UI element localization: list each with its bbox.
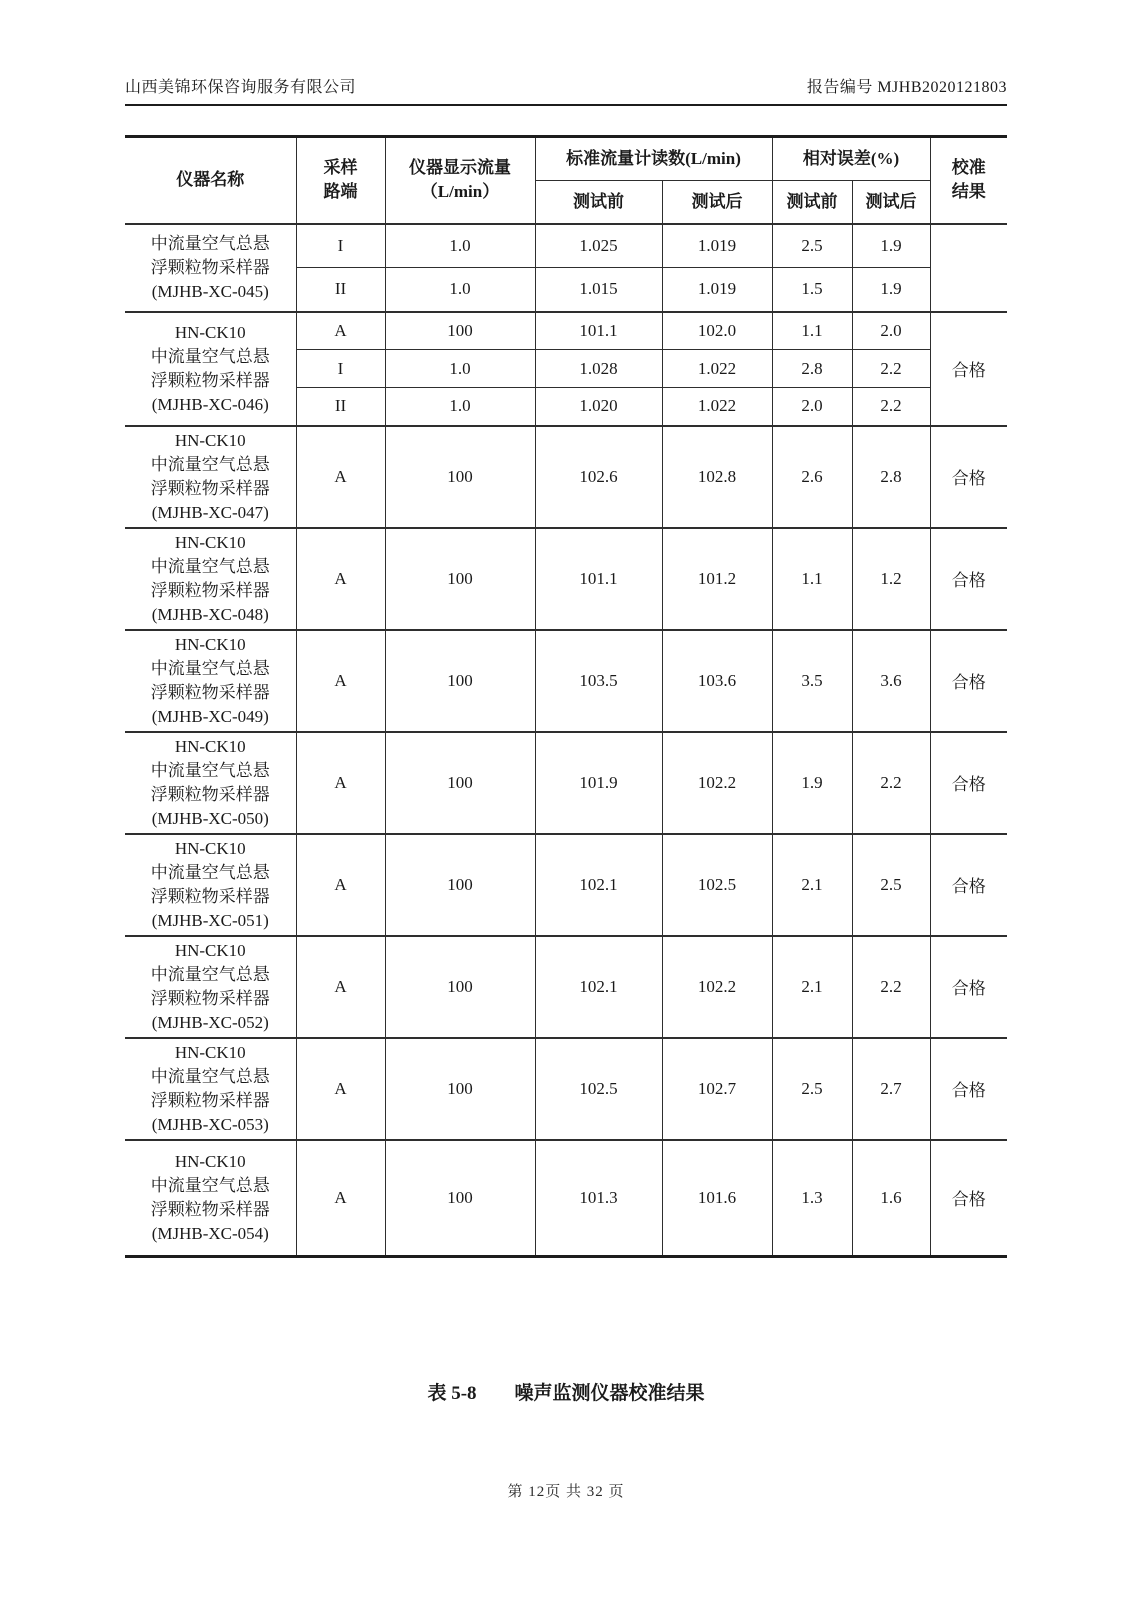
table-row [125,528,1007,630]
rel-error-pre-cell: 2.5 [772,224,852,268]
sampling-path-cell: A [296,936,385,1038]
col-header-display-flow [385,137,535,224]
sampling-path-cell: I [296,350,385,388]
sampling-path-cell: A [296,1140,385,1257]
rel-error-post-cell: 2.8 [852,426,930,528]
display-flow-cell: 1.0 [385,350,535,388]
std-reading-pre-cell: 102.5 [535,1038,662,1140]
rel-error-post-cell: 2.7 [852,1038,930,1140]
std-reading-post-cell: 101.6 [662,1140,772,1257]
col-header-sampling-path [296,137,385,224]
sampling-path-cell: II [296,268,385,312]
sampling-path-cell: A [296,1038,385,1140]
sampling-path-cell: A [296,834,385,936]
display-flow-cell: 100 [385,936,535,1038]
calibration-result-cell: 合格 [930,312,1007,426]
calibration-result-cell: 合格 [930,426,1007,528]
instrument-name-cell: HN-CK10 中流量空气总悬 浮颗粒物采样器 (MJHB-XC-051) [125,834,296,936]
company-name: 山西美锦环保咨询服务有限公司 [125,79,357,96]
calibration-result-cell: 合格 [930,528,1007,630]
rel-error-pre-cell: 1.3 [772,1140,852,1257]
std-reading-pre-cell: 102.1 [535,936,662,1038]
display-flow-cell: 100 [385,1038,535,1140]
std-reading-pre-cell: 101.1 [535,312,662,350]
caption-title: 噪声监测仪器校准结果 [514,1383,705,1404]
std-reading-pre-cell: 101.9 [535,732,662,834]
col-header-sampling-path-line1: 采样 [323,158,358,178]
page-number: 第 12页 共 32 页 [507,1484,625,1500]
rel-error-pre-cell: 3.5 [772,630,852,732]
std-reading-pre-cell: 102.6 [535,426,662,528]
display-flow-cell: 100 [385,426,535,528]
calibration-result-cell: 合格 [930,936,1007,1038]
next-table-caption [125,1378,1007,1405]
col-header-sampling-path-line2: 路端 [323,182,358,202]
instrument-name-cell: HN-CK10 中流量空气总悬 浮颗粒物采样器 (MJHB-XC-046) [125,312,296,426]
display-flow-cell: 1.0 [385,268,535,312]
table-body [125,224,1007,1257]
rel-error-post-cell: 2.2 [852,936,930,1038]
std-reading-pre-cell: 103.5 [535,630,662,732]
table-row [125,1038,1007,1140]
col-header-display-flow-line1: 仪器显示流量 [409,158,511,178]
table-row [125,1140,1007,1257]
caption-label: 表 5-8 [427,1383,477,1404]
table-row [125,936,1007,1038]
rel-error-pre-cell: 2.0 [772,388,852,426]
display-flow-cell: 100 [385,1140,535,1257]
rel-error-post-cell: 2.2 [852,732,930,834]
std-reading-pre-cell: 1.020 [535,388,662,426]
instrument-name-cell: 中流量空气总悬 浮颗粒物采样器 (MJHB-XC-045) [125,224,296,312]
instrument-name-cell: HN-CK10 中流量空气总悬 浮颗粒物采样器 (MJHB-XC-054) [125,1140,296,1257]
col-header-std-pre-test: 测试前 [535,181,662,224]
std-reading-post-cell: 102.7 [662,1038,772,1140]
std-reading-post-cell: 1.019 [662,224,772,268]
table-row [125,834,1007,936]
std-reading-post-cell: 1.022 [662,388,772,426]
table-row [125,630,1007,732]
rel-error-post-cell: 1.2 [852,528,930,630]
display-flow-cell: 100 [385,834,535,936]
col-header-err-pre-test: 测试前 [772,181,852,224]
rel-error-pre-cell: 1.5 [772,268,852,312]
rel-error-pre-cell: 1.1 [772,528,852,630]
std-reading-post-cell: 1.019 [662,268,772,312]
table-row [125,224,1007,268]
col-header-relative-error: 相对误差(%) [772,137,930,181]
display-flow-cell: 100 [385,528,535,630]
std-reading-pre-cell: 1.015 [535,268,662,312]
instrument-name-cell: HN-CK10 中流量空气总悬 浮颗粒物采样器 (MJHB-XC-049) [125,630,296,732]
rel-error-pre-cell: 1.1 [772,312,852,350]
rel-error-post-cell: 1.6 [852,1140,930,1257]
rel-error-post-cell: 3.6 [852,630,930,732]
std-reading-post-cell: 101.2 [662,528,772,630]
rel-error-post-cell: 1.9 [852,268,930,312]
sampling-path-cell: II [296,388,385,426]
instrument-name-cell: HN-CK10 中流量空气总悬 浮颗粒物采样器 (MJHB-XC-053) [125,1038,296,1140]
col-header-display-flow-line2: （L/min） [420,182,500,202]
rel-error-pre-cell: 2.6 [772,426,852,528]
rel-error-pre-cell: 2.8 [772,350,852,388]
table-header [125,137,1007,224]
instrument-name-cell: HN-CK10 中流量空气总悬 浮颗粒物采样器 (MJHB-XC-047) [125,426,296,528]
table-row [125,312,1007,350]
instrument-name-cell: HN-CK10 中流量空气总悬 浮颗粒物采样器 (MJHB-XC-050) [125,732,296,834]
report-number: 报告编号 MJHB2020121803 [806,79,1007,96]
rel-error-post-cell: 2.0 [852,312,930,350]
display-flow-cell: 100 [385,732,535,834]
col-header-std-post-test: 测试后 [662,181,772,224]
std-reading-post-cell: 102.5 [662,834,772,936]
std-reading-pre-cell: 102.1 [535,834,662,936]
calibration-result-cell [930,224,1007,312]
col-header-calibration-result [930,137,1007,224]
rel-error-post-cell: 2.2 [852,388,930,426]
display-flow-cell: 1.0 [385,224,535,268]
std-reading-post-cell: 102.2 [662,936,772,1038]
col-header-calibration-result-line1: 校准 [951,158,986,178]
rel-error-post-cell: 2.5 [852,834,930,936]
std-reading-post-cell: 1.022 [662,350,772,388]
sampling-path-cell: A [296,312,385,350]
std-reading-pre-cell: 1.025 [535,224,662,268]
sampling-path-cell: A [296,630,385,732]
instrument-name-cell: HN-CK10 中流量空气总悬 浮颗粒物采样器 (MJHB-XC-052) [125,936,296,1038]
std-reading-pre-cell: 1.028 [535,350,662,388]
running-header [125,74,1007,106]
display-flow-cell: 1.0 [385,388,535,426]
rel-error-pre-cell: 2.1 [772,834,852,936]
col-header-instrument-name: 仪器名称 [125,137,296,224]
rel-error-post-cell: 2.2 [852,350,930,388]
calibration-result-cell: 合格 [930,732,1007,834]
instrument-name-cell: HN-CK10 中流量空气总悬 浮颗粒物采样器 (MJHB-XC-048) [125,528,296,630]
calibration-result-cell: 合格 [930,630,1007,732]
rel-error-pre-cell: 2.1 [772,936,852,1038]
calibration-result-cell: 合格 [930,1038,1007,1140]
col-header-err-post-test: 测试后 [852,181,930,224]
std-reading-post-cell: 103.6 [662,630,772,732]
rel-error-pre-cell: 2.5 [772,1038,852,1140]
sampling-path-cell: A [296,732,385,834]
calibration-result-cell: 合格 [930,834,1007,936]
col-header-calibration-result-line2: 结果 [951,182,986,202]
calibration-result-cell: 合格 [930,1140,1007,1257]
col-header-standard-reading: 标准流量计读数(L/min) [535,137,772,181]
display-flow-cell: 100 [385,630,535,732]
std-reading-pre-cell: 101.3 [535,1140,662,1257]
rel-error-post-cell: 1.9 [852,224,930,268]
std-reading-post-cell: 102.8 [662,426,772,528]
calibration-table [125,135,1007,1258]
sampling-path-cell: A [296,528,385,630]
table-row [125,732,1007,834]
sampling-path-cell: A [296,426,385,528]
table-row [125,426,1007,528]
std-reading-pre-cell: 101.1 [535,528,662,630]
std-reading-post-cell: 102.0 [662,312,772,350]
sampling-path-cell: I [296,224,385,268]
std-reading-post-cell: 102.2 [662,732,772,834]
rel-error-pre-cell: 1.9 [772,732,852,834]
display-flow-cell: 100 [385,312,535,350]
